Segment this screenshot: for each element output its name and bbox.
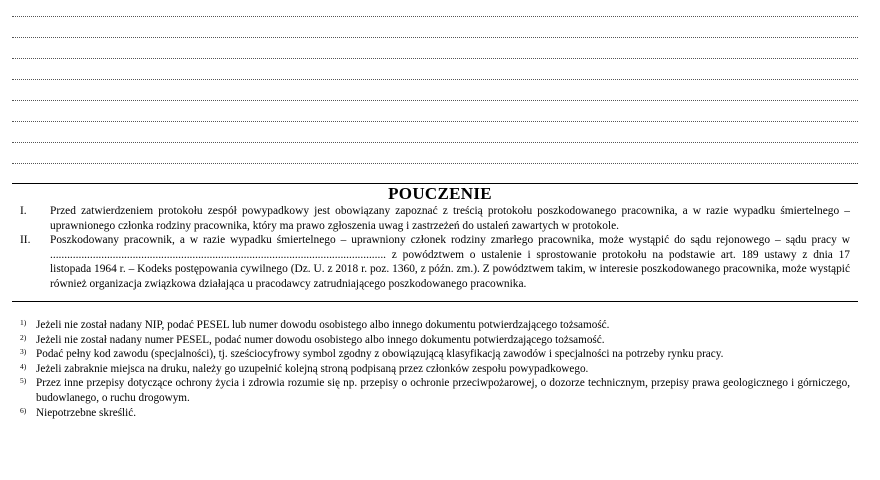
instruction-text: Przed zatwierdzeniem protokołu zespół powypadkowy jest obowiązany zapoznać z treścią protokołu poszkodowanego pracownika, a w razie wypadku śmiertelnego – uprawnionego członka rodziny pracownika, który ma prawo zgłoszenia uwag i zastrzeżeń do ustaleń zawartych w protokole.	[50, 205, 850, 232]
footnote	[20, 333, 850, 348]
footnote-text: Jeżeli nie został nadany numer PESEL, podać numer dowodu osobistego albo innego dokumentu potwierdzającego tożsamość.	[36, 333, 605, 346]
footnote	[20, 347, 850, 362]
writing-line	[12, 142, 858, 143]
footnote-number: 5)	[20, 376, 27, 386]
footnote-number: 1)	[20, 318, 27, 327]
footnote	[20, 362, 850, 377]
footnote-text: Jeżeli nie został nadany NIP, podać PESEL lub numer dowodu osobistego albo innego dokumentu potwierdzającego tożsamość.	[36, 319, 610, 331]
instruction-item	[20, 204, 850, 233]
writing-line	[12, 121, 858, 122]
writing-line	[12, 58, 858, 59]
footnote-number: 6)	[20, 405, 27, 415]
footnote	[20, 318, 850, 333]
footnote-number: 4)	[20, 361, 27, 371]
instructions-list	[20, 204, 850, 292]
instruction-text: Poszkodowany pracownik, a w razie wypadku śmiertelnego – uprawniony członek rodziny zmarłego pracownika, może wystąpić do sądu rejonowego – sądu pracy w ...................................................................................................................... z powództwem o ustalenie i sprostowanie protokołu na podstawie art. 189 ustawy z dnia 17 listopada 1964 r. – Kodeks postępowania cywilnego (Dz. U. z 2018 r. poz. 1360, z późn. zm.). Z powództwem takim, w interesie poszkodowanego pracownika, może wystąpić również organizacja związkowa działająca u pracodawcy zatrudniającego poszkodowanego pracownika.	[50, 234, 850, 290]
section-title: POUCZENIE	[388, 184, 492, 203]
footnote-text: Niepotrzebne skreślić.	[36, 406, 137, 419]
footnote-number: 2)	[20, 332, 27, 342]
section-rule-bottom	[12, 301, 858, 302]
footnote-text: Podać pełny kod zawodu (specjalności), tj. sześciocyfrowy symbol zgodny z obowiązującą klasyfikacją zawodów i specjalności na potrzeby rynku pracy.	[36, 348, 724, 361]
writing-line	[12, 37, 858, 38]
writing-line	[12, 163, 858, 164]
instruction-number: I.	[20, 205, 27, 217]
footnote-number: 3)	[20, 347, 27, 357]
footnote	[20, 406, 850, 421]
writing-line	[12, 100, 858, 101]
footnote-text: Przez inne przepisy dotyczące ochrony życia i zdrowia rozumie się np. przepisy o ochronie przeciwpożarowej, o dozorze technicznym, przepisy prawa geologicznego i górniczego, budowlanego, o ruchu drogowym.	[36, 377, 850, 404]
writing-line	[12, 16, 858, 17]
instruction-item	[20, 233, 850, 291]
writing-line	[12, 79, 858, 80]
footnotes-list	[20, 318, 850, 420]
instruction-number: II.	[20, 234, 31, 247]
footnote	[20, 376, 850, 405]
footnote-text: Jeżeli zabraknie miejsca na druku, należy go uzupełnić kolejną stroną podpisaną przez członków zespołu powypadkowego.	[36, 362, 589, 375]
